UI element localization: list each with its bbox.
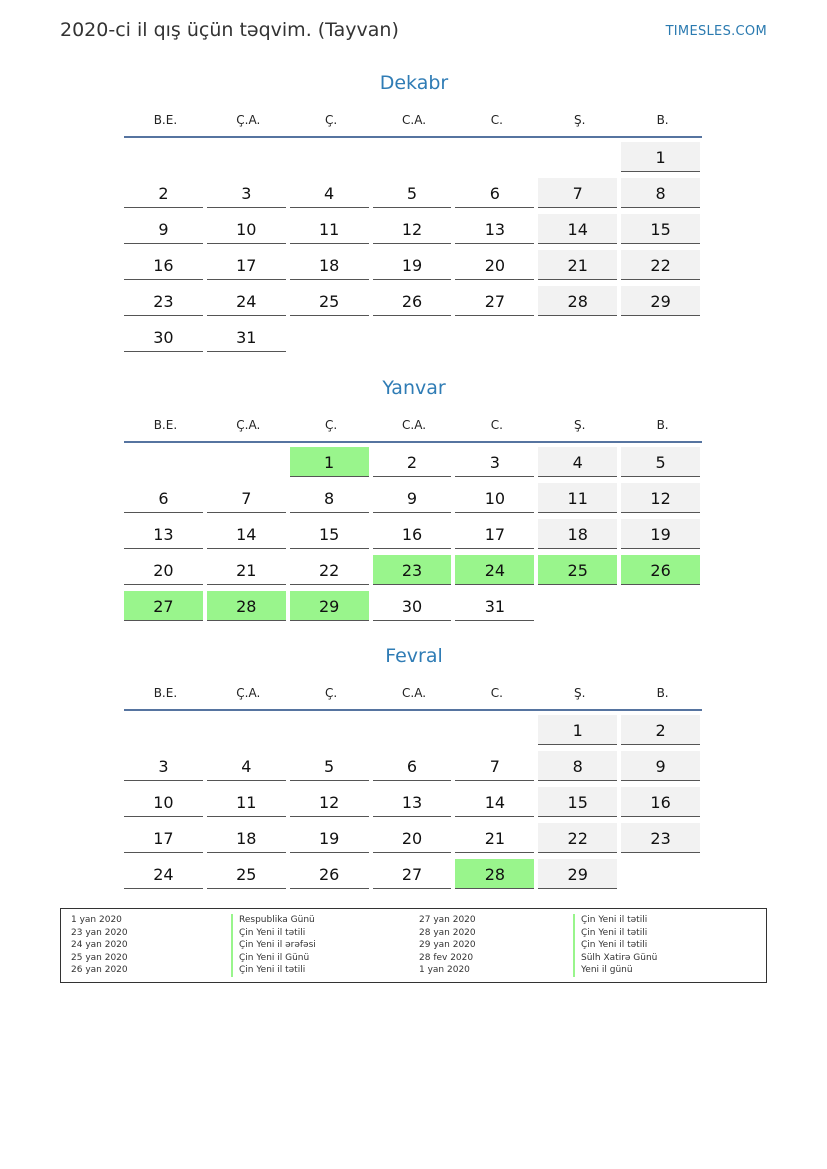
day-slot [290, 210, 373, 246]
day-cell: 30 [124, 322, 203, 352]
day-slot [538, 747, 621, 783]
day-cell: 16 [124, 250, 203, 280]
month-grid [124, 443, 704, 623]
weekday-label: Ç. [325, 113, 338, 127]
day-cell: 19 [621, 519, 700, 549]
day-cell: 22 [538, 823, 617, 853]
day-slot [124, 282, 207, 318]
week-row [124, 551, 704, 587]
day-slot [207, 855, 290, 891]
day-cell: 14 [207, 519, 286, 549]
day-cell: 21 [538, 250, 617, 280]
week-row [124, 783, 704, 819]
day-slot [124, 711, 207, 747]
day-cell: 17 [455, 519, 534, 549]
day-cell: 23 [124, 286, 203, 316]
day-cell: 31 [455, 591, 534, 621]
day-slot [373, 479, 456, 515]
holiday-day-cell: 27 [124, 591, 203, 621]
day-slot [373, 855, 456, 891]
month-december [124, 70, 704, 354]
day-slot [373, 515, 456, 551]
holiday-day-cell: 26 [621, 555, 700, 585]
day-slot [207, 443, 290, 479]
day-slot [290, 246, 373, 282]
day-cell: 24 [124, 859, 203, 889]
day-slot [124, 747, 207, 783]
day-cell: 12 [290, 787, 369, 817]
day-slot [538, 479, 621, 515]
week-row [124, 711, 704, 747]
day-slot [373, 210, 456, 246]
weekday-label: Ç.A. [236, 113, 261, 127]
day-slot [290, 282, 373, 318]
weekday-header [124, 414, 704, 436]
day-cell: 19 [290, 823, 369, 853]
day-slot [538, 318, 621, 354]
day-slot [538, 174, 621, 210]
day-cell: 17 [124, 823, 203, 853]
day-cell: 29 [538, 859, 617, 889]
weekday-header [124, 109, 704, 131]
day-cell: 18 [538, 519, 617, 549]
week-row [124, 819, 704, 855]
legend-holiday-name: Çin Yeni il tətili [573, 927, 657, 940]
day-cell: 23 [621, 823, 700, 853]
day-cell: 7 [455, 751, 534, 781]
day-slot [290, 515, 373, 551]
weekday-label: C.A. [402, 686, 427, 700]
day-cell: 1 [621, 142, 700, 172]
day-slot [290, 711, 373, 747]
day-slot [207, 246, 290, 282]
day-cell: 9 [124, 214, 203, 244]
holiday-day-cell: 1 [290, 447, 369, 477]
day-slot [621, 443, 704, 479]
day-slot [290, 819, 373, 855]
day-slot [538, 587, 621, 623]
day-cell: 20 [455, 250, 534, 280]
holiday-day-cell: 24 [455, 555, 534, 585]
day-cell: 9 [373, 483, 452, 513]
day-cell: 1 [538, 715, 617, 745]
day-slot [290, 443, 373, 479]
day-slot [621, 515, 704, 551]
month-grid [124, 138, 704, 354]
day-slot [455, 855, 538, 891]
day-cell: 18 [207, 823, 286, 853]
weekday-label: Ç. [325, 418, 338, 432]
week-row [124, 443, 704, 479]
day-slot [207, 515, 290, 551]
day-slot [290, 587, 373, 623]
day-cell: 15 [290, 519, 369, 549]
day-slot [538, 138, 621, 174]
legend-names-left [231, 914, 316, 977]
weekday-label: C.A. [402, 113, 427, 127]
weekday-label: B. [656, 686, 669, 700]
legend-holiday-name: Respublika Günü [231, 914, 316, 927]
page-title: 2020-ci il qış üçün təqvim. (Tayvan) [60, 19, 399, 41]
weekday-label: B.E. [153, 113, 178, 127]
day-slot [621, 747, 704, 783]
day-slot [621, 783, 704, 819]
day-slot [124, 318, 207, 354]
day-cell: 9 [621, 751, 700, 781]
day-slot [373, 282, 456, 318]
day-cell: 2 [621, 715, 700, 745]
day-slot [621, 282, 704, 318]
legend-holiday-name: Çin Yeni il ərəfəsi [231, 939, 316, 952]
day-slot [124, 479, 207, 515]
day-slot [373, 819, 456, 855]
holiday-day-cell: 28 [207, 591, 286, 621]
day-cell: 5 [621, 447, 700, 477]
day-cell: 21 [455, 823, 534, 853]
holiday-day-cell: 25 [538, 555, 617, 585]
legend-holiday-name: Yeni il günü [573, 964, 657, 977]
day-slot [455, 587, 538, 623]
week-row [124, 246, 704, 282]
day-cell: 30 [373, 591, 452, 621]
day-slot [621, 587, 704, 623]
day-slot [373, 747, 456, 783]
day-cell: 11 [207, 787, 286, 817]
holiday-day-cell: 29 [290, 591, 369, 621]
day-slot [455, 711, 538, 747]
legend-date: 1 yan 2020 [419, 965, 470, 976]
day-cell: 18 [290, 250, 369, 280]
legend-date: 23 yan 2020 [71, 927, 128, 938]
day-slot [621, 855, 704, 891]
day-cell: 28 [538, 286, 617, 316]
week-row [124, 282, 704, 318]
legend-names-right [573, 914, 657, 977]
day-slot [455, 551, 538, 587]
day-cell: 26 [290, 859, 369, 889]
day-slot [207, 819, 290, 855]
day-cell: 31 [207, 322, 286, 352]
day-cell: 10 [124, 787, 203, 817]
day-cell: 11 [290, 214, 369, 244]
weekday-label: Ş. [574, 113, 586, 127]
day-cell: 11 [538, 483, 617, 513]
day-cell: 5 [373, 178, 452, 208]
legend-date: 26 yan 2020 [71, 965, 128, 976]
legend-holiday-name: Çin Yeni il tətili [573, 939, 657, 952]
legend-holiday-name: Çin Yeni il Günü [231, 952, 316, 965]
day-slot [124, 855, 207, 891]
day-slot [207, 138, 290, 174]
site-link[interactable]: TIMESLES.COM [665, 24, 767, 39]
holiday-day-cell: 23 [373, 555, 452, 585]
day-slot [455, 479, 538, 515]
day-cell: 7 [538, 178, 617, 208]
legend-date: 27 yan 2020 [419, 915, 476, 925]
day-cell: 20 [124, 555, 203, 585]
day-slot [207, 479, 290, 515]
day-cell: 14 [538, 214, 617, 244]
month-grid [124, 711, 704, 891]
day-slot [621, 711, 704, 747]
day-cell: 4 [290, 178, 369, 208]
day-slot [207, 551, 290, 587]
day-cell: 5 [290, 751, 369, 781]
day-slot [124, 138, 207, 174]
week-row [124, 587, 704, 623]
day-slot [290, 783, 373, 819]
legend-holiday-name: Çin Yeni il tətili [573, 914, 657, 927]
day-cell: 3 [124, 751, 203, 781]
weekday-label: Ç. [325, 686, 338, 700]
day-cell: 2 [373, 447, 452, 477]
day-slot [207, 587, 290, 623]
day-slot [455, 443, 538, 479]
day-slot [373, 318, 456, 354]
day-slot [621, 318, 704, 354]
day-slot [538, 282, 621, 318]
month-title: Dekabr [379, 72, 449, 94]
month-january [124, 375, 704, 623]
day-slot [124, 551, 207, 587]
weekday-label: B. [656, 418, 669, 432]
day-slot [124, 783, 207, 819]
legend-date: 28 fev 2020 [419, 952, 474, 963]
day-slot [621, 819, 704, 855]
day-slot [373, 551, 456, 587]
weekday-label: B.E. [153, 418, 178, 432]
day-cell: 17 [207, 250, 286, 280]
day-cell: 19 [373, 250, 452, 280]
day-cell: 4 [207, 751, 286, 781]
day-slot [373, 138, 456, 174]
day-cell: 4 [538, 447, 617, 477]
day-cell: 21 [207, 555, 286, 585]
day-cell: 6 [455, 178, 534, 208]
day-slot [455, 138, 538, 174]
month-title: Yanvar [382, 377, 446, 399]
day-cell: 7 [207, 483, 286, 513]
day-slot [373, 443, 456, 479]
day-cell: 29 [621, 286, 700, 316]
day-cell: 12 [621, 483, 700, 513]
day-slot [455, 246, 538, 282]
day-cell: 14 [455, 787, 534, 817]
holiday-day-cell: 28 [455, 859, 534, 889]
day-cell: 26 [373, 286, 452, 316]
weekday-label: C. [490, 418, 503, 432]
week-row [124, 210, 704, 246]
weekday-label: C. [490, 686, 503, 700]
day-cell: 3 [207, 178, 286, 208]
day-cell: 8 [621, 178, 700, 208]
day-slot [455, 747, 538, 783]
day-cell: 8 [290, 483, 369, 513]
day-slot [538, 210, 621, 246]
day-slot [538, 443, 621, 479]
week-row [124, 855, 704, 891]
weekday-label: Ç.A. [236, 686, 261, 700]
weekday-label: B. [656, 113, 669, 127]
day-slot [290, 479, 373, 515]
day-slot [207, 282, 290, 318]
day-slot [621, 210, 704, 246]
day-slot [621, 551, 704, 587]
day-slot [455, 174, 538, 210]
weekday-label: C.A. [402, 418, 427, 432]
day-cell: 20 [373, 823, 452, 853]
legend-date: 29 yan 2020 [419, 940, 476, 951]
day-slot [124, 246, 207, 282]
day-cell: 13 [373, 787, 452, 817]
day-cell: 24 [207, 286, 286, 316]
day-cell: 22 [621, 250, 700, 280]
holiday-legend [60, 908, 767, 983]
day-slot [455, 819, 538, 855]
day-cell: 6 [373, 751, 452, 781]
day-slot [207, 783, 290, 819]
legend-holiday-name: Çin Yeni il tətili [231, 927, 316, 940]
day-slot [290, 174, 373, 210]
day-slot [373, 587, 456, 623]
day-slot [207, 318, 290, 354]
day-slot [290, 747, 373, 783]
legend-date: 28 yan 2020 [419, 927, 476, 938]
day-slot [207, 711, 290, 747]
day-cell: 13 [124, 519, 203, 549]
week-row [124, 138, 704, 174]
day-slot [207, 174, 290, 210]
day-slot [538, 819, 621, 855]
weekday-label: Ç.A. [236, 418, 261, 432]
day-cell: 10 [455, 483, 534, 513]
day-slot [373, 711, 456, 747]
day-cell: 8 [538, 751, 617, 781]
month-title: Fevral [385, 645, 443, 667]
day-slot [538, 711, 621, 747]
legend-dates-left [71, 914, 128, 977]
day-slot [538, 855, 621, 891]
legend-date: 1 yan 2020 [71, 915, 122, 925]
day-cell: 12 [373, 214, 452, 244]
day-slot [373, 246, 456, 282]
day-cell: 16 [373, 519, 452, 549]
day-slot [455, 318, 538, 354]
day-slot [538, 515, 621, 551]
day-cell: 10 [207, 214, 286, 244]
week-row [124, 515, 704, 551]
day-slot [290, 318, 373, 354]
day-slot [455, 282, 538, 318]
day-slot [621, 479, 704, 515]
week-row [124, 479, 704, 515]
weekday-label: Ş. [574, 686, 586, 700]
week-row [124, 318, 704, 354]
day-slot [455, 783, 538, 819]
day-slot [124, 174, 207, 210]
day-slot [124, 210, 207, 246]
weekday-label: B.E. [153, 686, 178, 700]
week-row [124, 747, 704, 783]
day-cell: 15 [621, 214, 700, 244]
day-slot [124, 515, 207, 551]
day-cell: 15 [538, 787, 617, 817]
weekday-label: Ş. [574, 418, 586, 432]
day-slot [124, 587, 207, 623]
day-slot [207, 210, 290, 246]
weekday-header [124, 682, 704, 704]
day-slot [621, 174, 704, 210]
legend-holiday-name: Sülh Xatirə Günü [573, 952, 657, 965]
day-slot [373, 174, 456, 210]
day-slot [621, 138, 704, 174]
day-slot [621, 246, 704, 282]
day-slot [455, 210, 538, 246]
day-cell: 3 [455, 447, 534, 477]
day-cell: 27 [455, 286, 534, 316]
day-cell: 6 [124, 483, 203, 513]
day-slot [538, 551, 621, 587]
legend-holiday-name: Çin Yeni il tətili [231, 964, 316, 977]
day-slot [124, 819, 207, 855]
day-cell: 25 [290, 286, 369, 316]
day-slot [290, 855, 373, 891]
day-slot [290, 551, 373, 587]
day-cell: 13 [455, 214, 534, 244]
day-cell: 27 [373, 859, 452, 889]
month-february [124, 643, 704, 891]
day-cell: 25 [207, 859, 286, 889]
day-cell: 22 [290, 555, 369, 585]
day-slot [373, 783, 456, 819]
legend-date: 24 yan 2020 [71, 940, 128, 951]
week-row [124, 174, 704, 210]
weekday-label: C. [490, 113, 503, 127]
day-slot [290, 138, 373, 174]
day-slot [538, 246, 621, 282]
day-slot [124, 443, 207, 479]
day-cell: 16 [621, 787, 700, 817]
day-slot [538, 783, 621, 819]
day-cell: 2 [124, 178, 203, 208]
day-slot [207, 747, 290, 783]
legend-dates-right [419, 914, 476, 977]
day-slot [455, 515, 538, 551]
legend-date: 25 yan 2020 [71, 952, 128, 963]
